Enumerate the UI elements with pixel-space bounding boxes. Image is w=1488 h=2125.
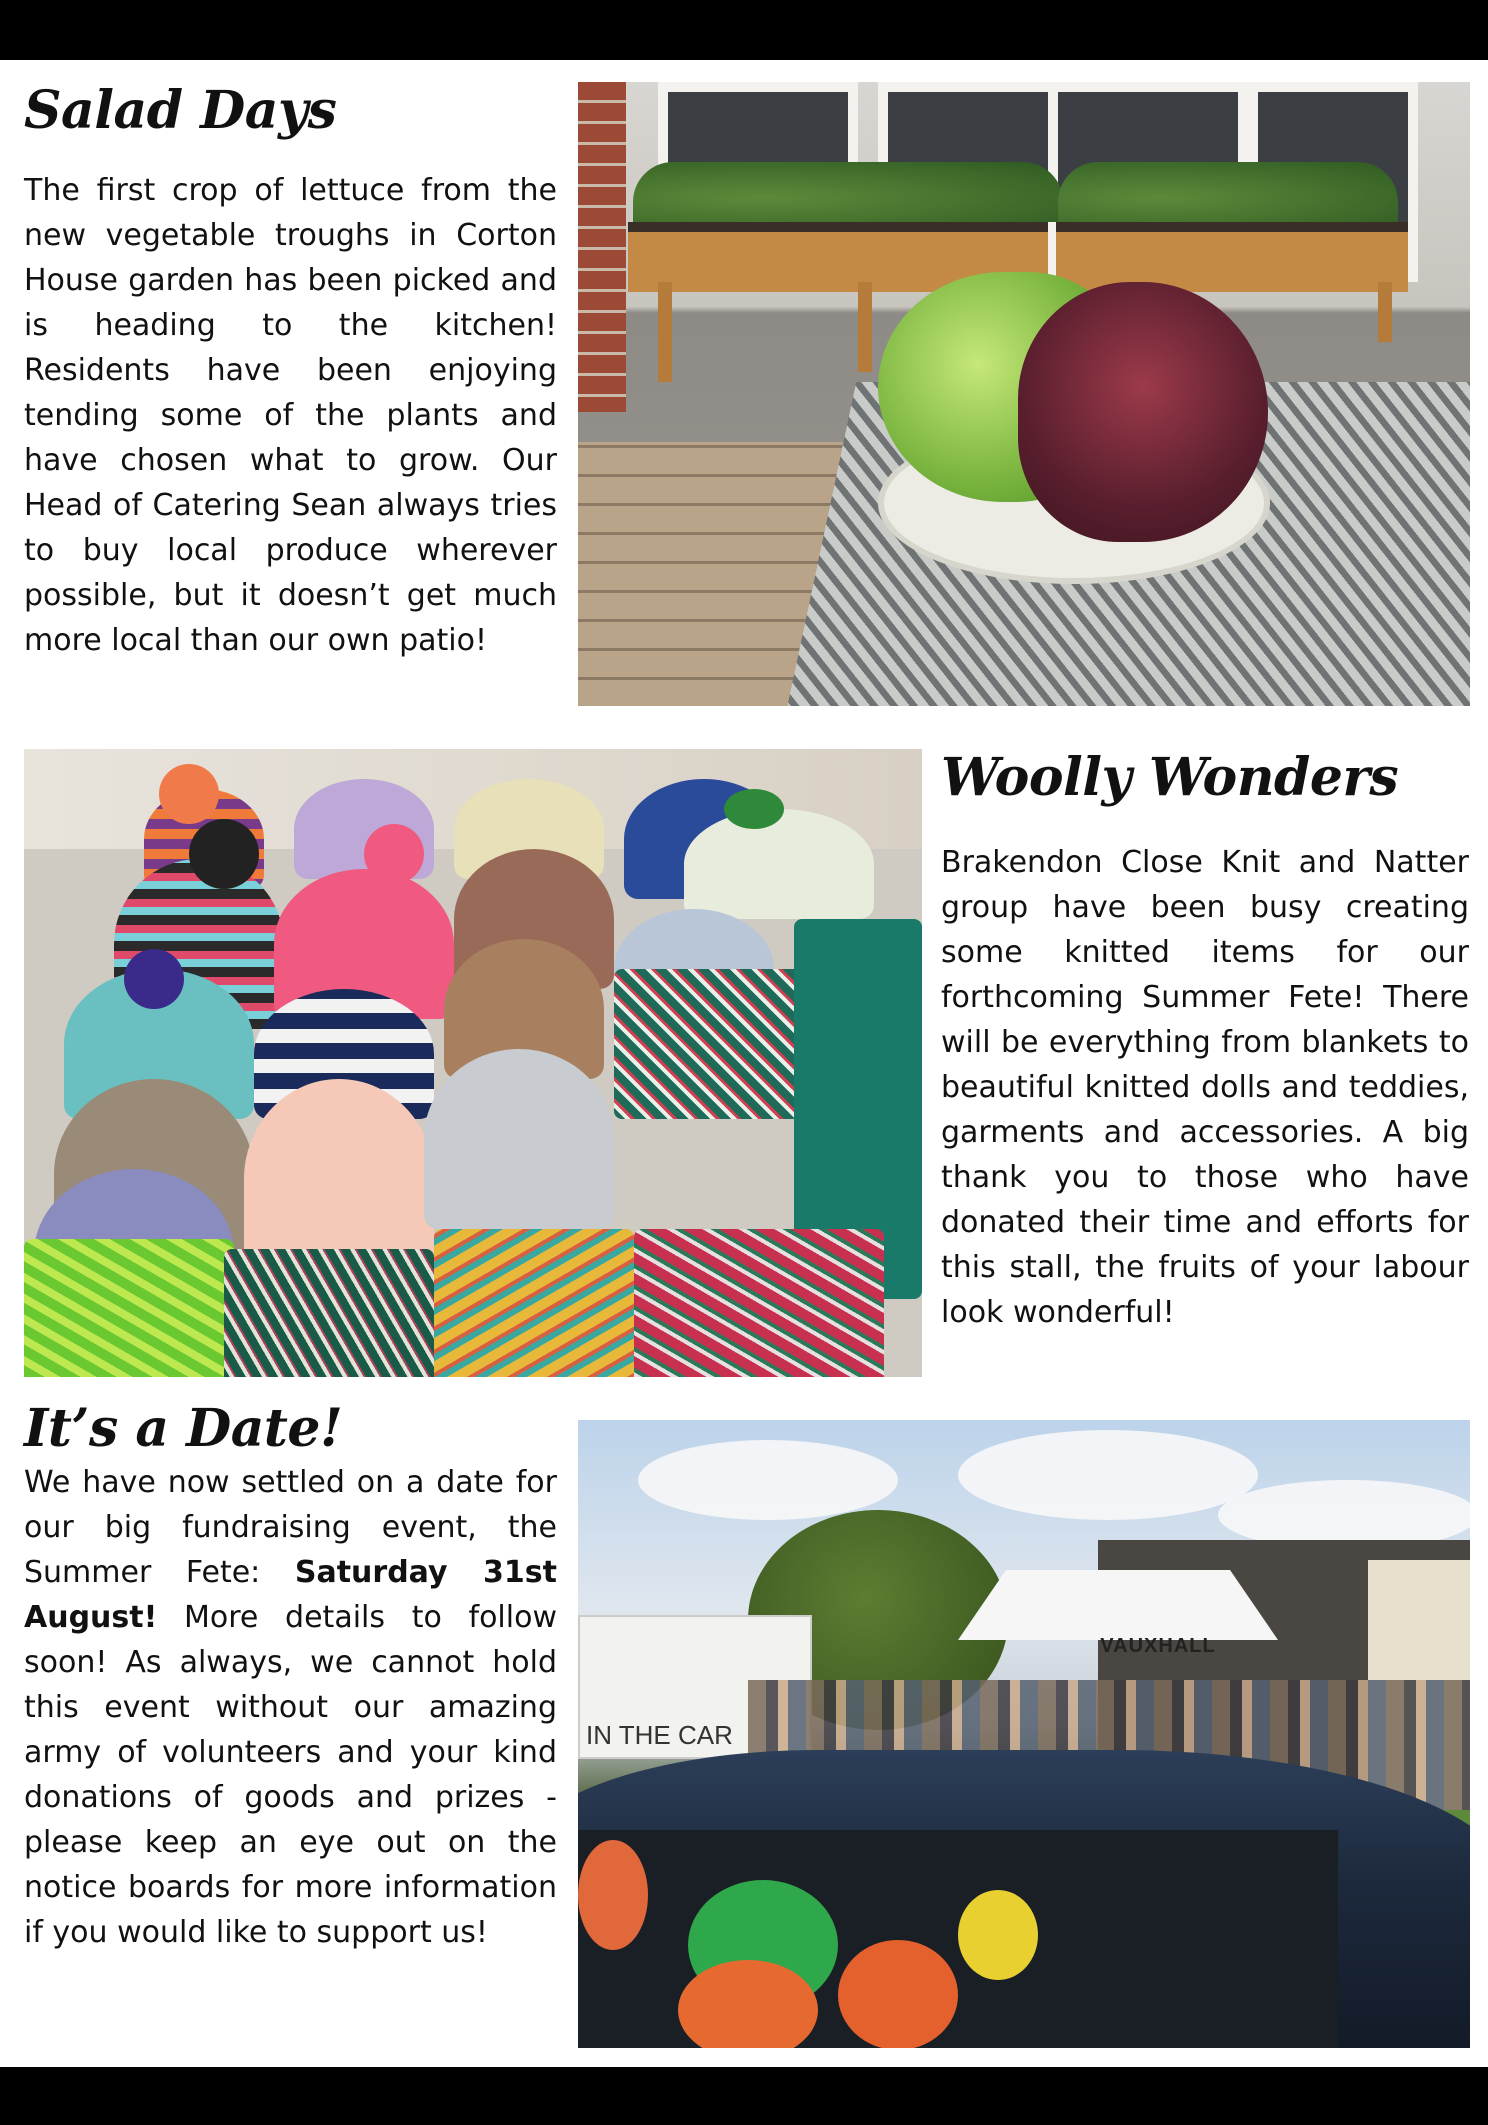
salad-lettuce-photo	[578, 82, 1470, 706]
salad-days-body: The first crop of lettuce from the new vegetable troughs in Corton House garden has been picked and is heading to the kitchen! Residents have been enjoying tending some of the plants and have chosen what to grow. Our Head of Catering Sean always tries to buy local produce wherever possible, but it doesn’t get much more local than our own patio!	[24, 173, 557, 658]
top-black-bar	[0, 0, 1488, 60]
fete-date: Saturday 31st August!	[24, 1555, 557, 1635]
woolly-wonders-heading: Woolly Wonders	[941, 747, 1399, 808]
vauxhall-tent-label: VAUXHALL	[1100, 1635, 1216, 1657]
woolly-wonders-body: Brakendon Close Knit and Natter group have been busy creating some knitted items for our forthcoming Summer Fete! There will be everything from blankets to beautiful knitted dolls and teddies, garments and accessories. A big thank you to those who have donated their time and efforts for this stall, the fruits of your labour look wonderful!	[941, 845, 1469, 1330]
date-body-intro: We have now settled on a date for our big fundraising event, the Summer Fete:	[24, 1465, 557, 1590]
its-a-date-body	[24, 1460, 557, 1955]
balloons-sign-text: IN THE CAR	[586, 1720, 733, 1750]
date-body-rest: More details to follow soon! As always, we cannot hold this event without our amazing army of volunteers and your kind donations of goods and prizes - please keep an eye out on the notice boards for more information if you would like to support us!	[24, 1600, 557, 1950]
bottom-black-bar	[0, 2067, 1488, 2125]
knitted-items-photo	[24, 749, 922, 1377]
salad-days-heading: Salad Days	[24, 80, 337, 141]
its-a-date-heading: It’s a Date!	[24, 1398, 343, 1459]
summer-fete-photo	[578, 1420, 1470, 2048]
